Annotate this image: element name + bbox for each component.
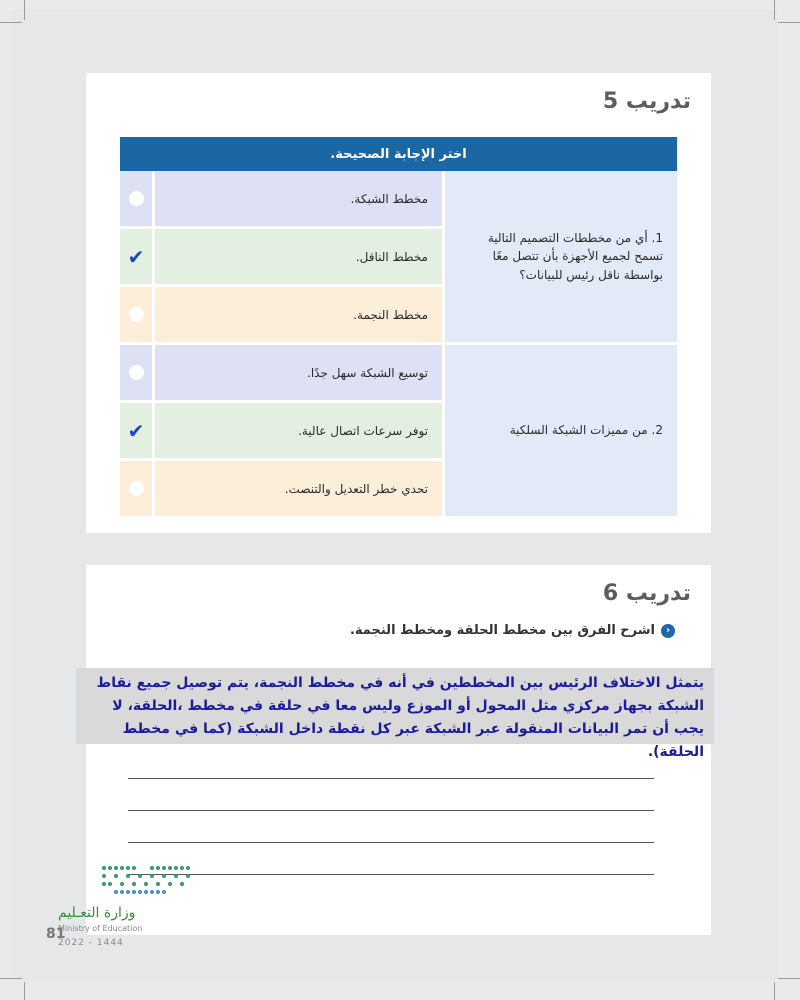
radio-icon[interactable] [129, 481, 144, 496]
ministry-name-arabic: وزارة التعـليم [58, 905, 136, 921]
answer-text-box[interactable]: يتمثل الاختلاف الرئيس بين المخططين في أنه في مخطط النجمة، يتم توصيل جميع نقاط الشبكة بجهاز مركزي مثل المحول أو الموزع وليس معا في حلقة في مخطط ،الحلقة، لا يجب أن تمر البيانات المنقولة عبر الشبكة عبر كل نقطة داخل الشبكة (كما في مخطط الحلقة). [76, 668, 714, 744]
crop-mark [0, 22, 22, 23]
crop-mark [774, 982, 775, 1000]
q2-option-2-mark[interactable] [120, 402, 154, 460]
check-icon: ✔ [127, 244, 145, 269]
question-1: 1. أي من مخططات التصميم التالية تسمح لجميع الأجهزة بأن تتصل معًا بواسطة ناقل رئيس للبيانات؟ [444, 171, 678, 344]
table-header: اختر الإجابة الصحيحة. [120, 137, 677, 171]
ministry-logo [100, 864, 192, 898]
q1-option-2-mark[interactable] [120, 228, 154, 286]
q1-option-2[interactable]: مخطط الناقل. [154, 228, 444, 286]
answer-line [128, 810, 654, 811]
exercise-6-title: تدريب 6 [602, 581, 691, 606]
exercise-5-card [86, 73, 711, 533]
year-label: 2022 - 1444 [58, 938, 124, 948]
q2-option-3[interactable]: تحدي خطر التعديل والتنصت. [154, 460, 444, 518]
answer-line [128, 842, 654, 843]
q2-option-2[interactable]: توفر سرعات اتصال عالية. [154, 402, 444, 460]
crop-mark [0, 978, 22, 979]
q1-option-3-mark[interactable] [120, 286, 154, 344]
q2-option-1-mark[interactable] [120, 344, 154, 402]
q2-option-3-mark[interactable] [120, 460, 154, 518]
radio-icon[interactable] [129, 307, 144, 322]
ministry-name-english: Ministry of Education [58, 924, 143, 933]
exercise-5-title: تدريب 5 [602, 89, 691, 114]
check-icon: ✔ [127, 418, 145, 443]
crop-mark [774, 0, 775, 20]
radio-icon[interactable] [129, 365, 144, 380]
instruction [350, 623, 675, 638]
answer-line [128, 874, 654, 875]
page-number: 81 [46, 926, 66, 942]
crop-mark [24, 0, 25, 20]
crop-mark [778, 978, 800, 979]
q2-option-1[interactable]: توسيع الشبكة سهل جدًا. [154, 344, 444, 402]
crop-mark [24, 982, 25, 1000]
answer-line [128, 778, 654, 779]
q1-option-3[interactable]: مخطط النجمة. [154, 286, 444, 344]
instruction-text: اشرح الفرق بين مخطط الحلقة ومخطط النجمة. [349, 623, 655, 638]
chevron-bullet-icon: ‹ [661, 624, 675, 638]
q1-option-1[interactable]: مخطط الشبكة. [154, 171, 444, 228]
crop-mark [778, 22, 800, 23]
mcq-table [120, 137, 677, 519]
radio-icon[interactable] [129, 191, 144, 206]
question-2: 2. من مميزات الشبكة السلكية [444, 344, 678, 518]
q1-option-1-mark[interactable] [120, 171, 154, 228]
